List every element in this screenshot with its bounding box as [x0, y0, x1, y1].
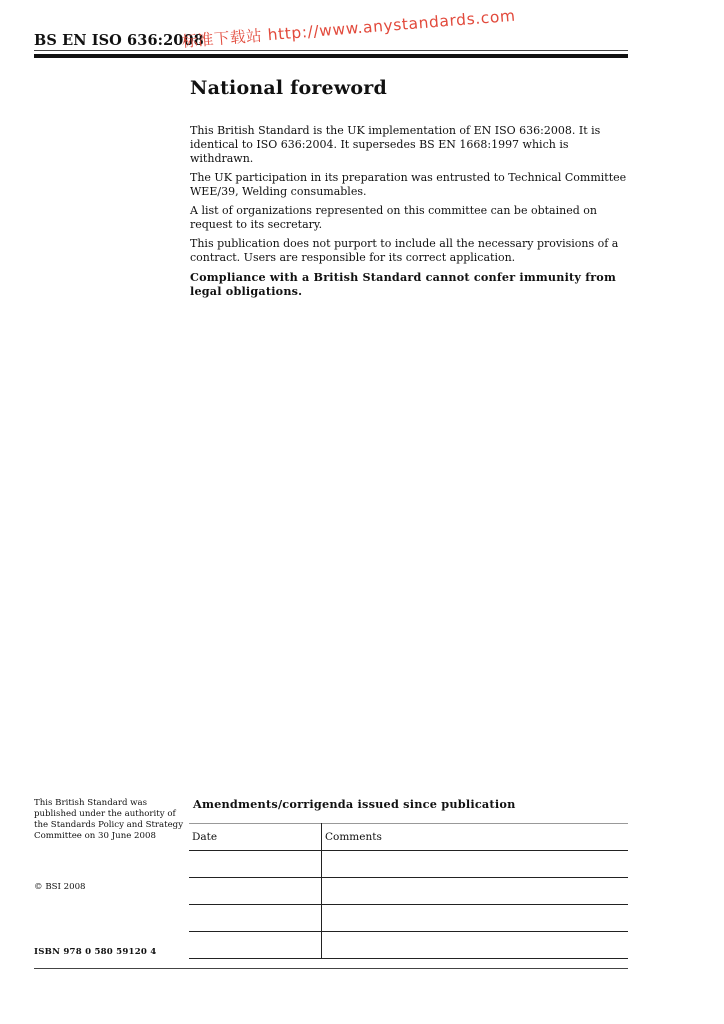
document-id: BS EN ISO 636:2008	[34, 32, 204, 49]
date-cell	[189, 932, 322, 959]
date-cell	[189, 851, 322, 878]
comments-cell	[322, 878, 629, 905]
column-header-comments: Comments	[322, 824, 629, 851]
header-rule-thick	[34, 54, 628, 58]
foreword-paragraph: The UK participation in its preparation was entrusted to Technical Committee WEE/39, Welding consumables.	[190, 171, 627, 198]
table-header-row	[189, 824, 628, 851]
isbn: ISBN 978 0 580 59120 4	[34, 947, 157, 957]
table-row	[189, 851, 628, 878]
table-row	[189, 878, 628, 905]
table-row	[189, 932, 628, 959]
foreword-paragraph: A list of organizations represented on this committee can be obtained on request to its secretary.	[190, 204, 597, 231]
date-cell	[189, 878, 322, 905]
foreword-paragraph: This British Standard is the UK implementation of EN ISO 636:2008. It is identical to ISO 636:2004. It supersedes BS EN 1668:1997 which is withdrawn.	[190, 124, 601, 165]
comments-cell	[322, 851, 629, 878]
foreword-paragraph: This publication does not purport to include all the necessary provisions of a contract. Users are responsible for its correct application.	[190, 237, 619, 264]
header-rule-thin	[34, 50, 628, 51]
foreword-title: National foreword	[190, 77, 387, 99]
comments-cell	[322, 905, 629, 932]
column-header-date: Date	[189, 824, 322, 851]
date-cell	[189, 905, 322, 932]
amendments-title: Amendments/corrigenda issued since publication	[193, 797, 516, 811]
footer-rule	[34, 968, 628, 969]
compliance-statement: Compliance with a British Standard cannot confer immunity from legal obligations.	[190, 270, 617, 298]
copyright: © BSI 2008	[34, 882, 86, 892]
comments-cell	[322, 932, 629, 959]
watermark: 标准下载站 http://www.anystandards.com	[181, 6, 517, 51]
table-row	[189, 905, 628, 932]
foreword-body	[190, 124, 632, 303]
amendments-table	[189, 823, 628, 959]
publisher-note: This British Standard was published under the authority of the Standards Policy and Strategy Committee on 30 June 2008	[34, 798, 184, 841]
